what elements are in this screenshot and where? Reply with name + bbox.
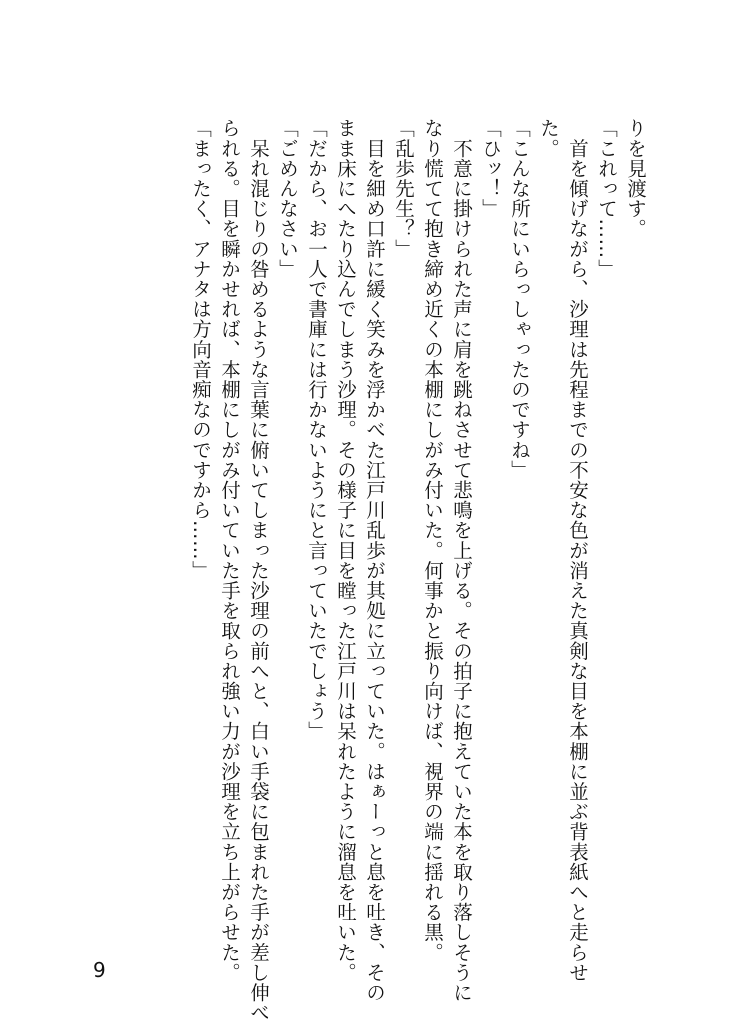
text-line: 呆れ混じりの咎めるような言葉に俯いてしまった沙理の前へと、白い手袋に包まれた手が差し伸べ: [247, 118, 270, 1023]
text-line: た。: [537, 118, 560, 159]
text-line: 「ひッ！」: [479, 118, 502, 219]
text-line: 不意に掛けられた声に肩を跳ねさせて悲鳴を上げる。その拍子に抱えていた本を取り落しそうに: [450, 118, 473, 1003]
text-line: 「こんな所にいらっしゃったのですね」: [508, 118, 531, 480]
vertical-text-body: [186, 118, 650, 1023]
text-line: 首を傾げながら、沙理は先程までの不安な色が消えた真剣な目を本棚に並ぶ背表紙へと走らせ: [566, 118, 589, 983]
text-line: られる。目を瞬かせれば、本棚にしがみ付いていた手を取られ強い力が沙理を立ち上がらせた。: [218, 118, 241, 983]
page-number: 9: [93, 958, 106, 982]
text-line: 目を細め口許に緩く笑みを浮かべた江戸川乱歩が其処に立っていた。はぁーっと息を吐き、その: [363, 118, 386, 1003]
text-line: 「ごめんなさい」: [276, 118, 299, 279]
text-line: まま床にへたり込んでしまう沙理。その様子に目を瞠った江戸川は呆れたように溜息を吐いた。: [334, 118, 357, 983]
text-line: りを見渡す。: [624, 118, 647, 239]
text-line: 「まったく、アナタは方向音痴なのですから……」: [189, 118, 212, 581]
text-line: 「だから、お一人で書庫には行かないようにと言っていたでしょう」: [305, 118, 328, 742]
text-line: 「乱歩先生？」: [392, 118, 415, 259]
text-line: なり慌てて抱き締め近くの本棚にしがみ付いた。何事かと振り向けば、視界の端に揺れる黒。: [421, 118, 444, 963]
text-line: 「これって……」: [595, 118, 618, 279]
